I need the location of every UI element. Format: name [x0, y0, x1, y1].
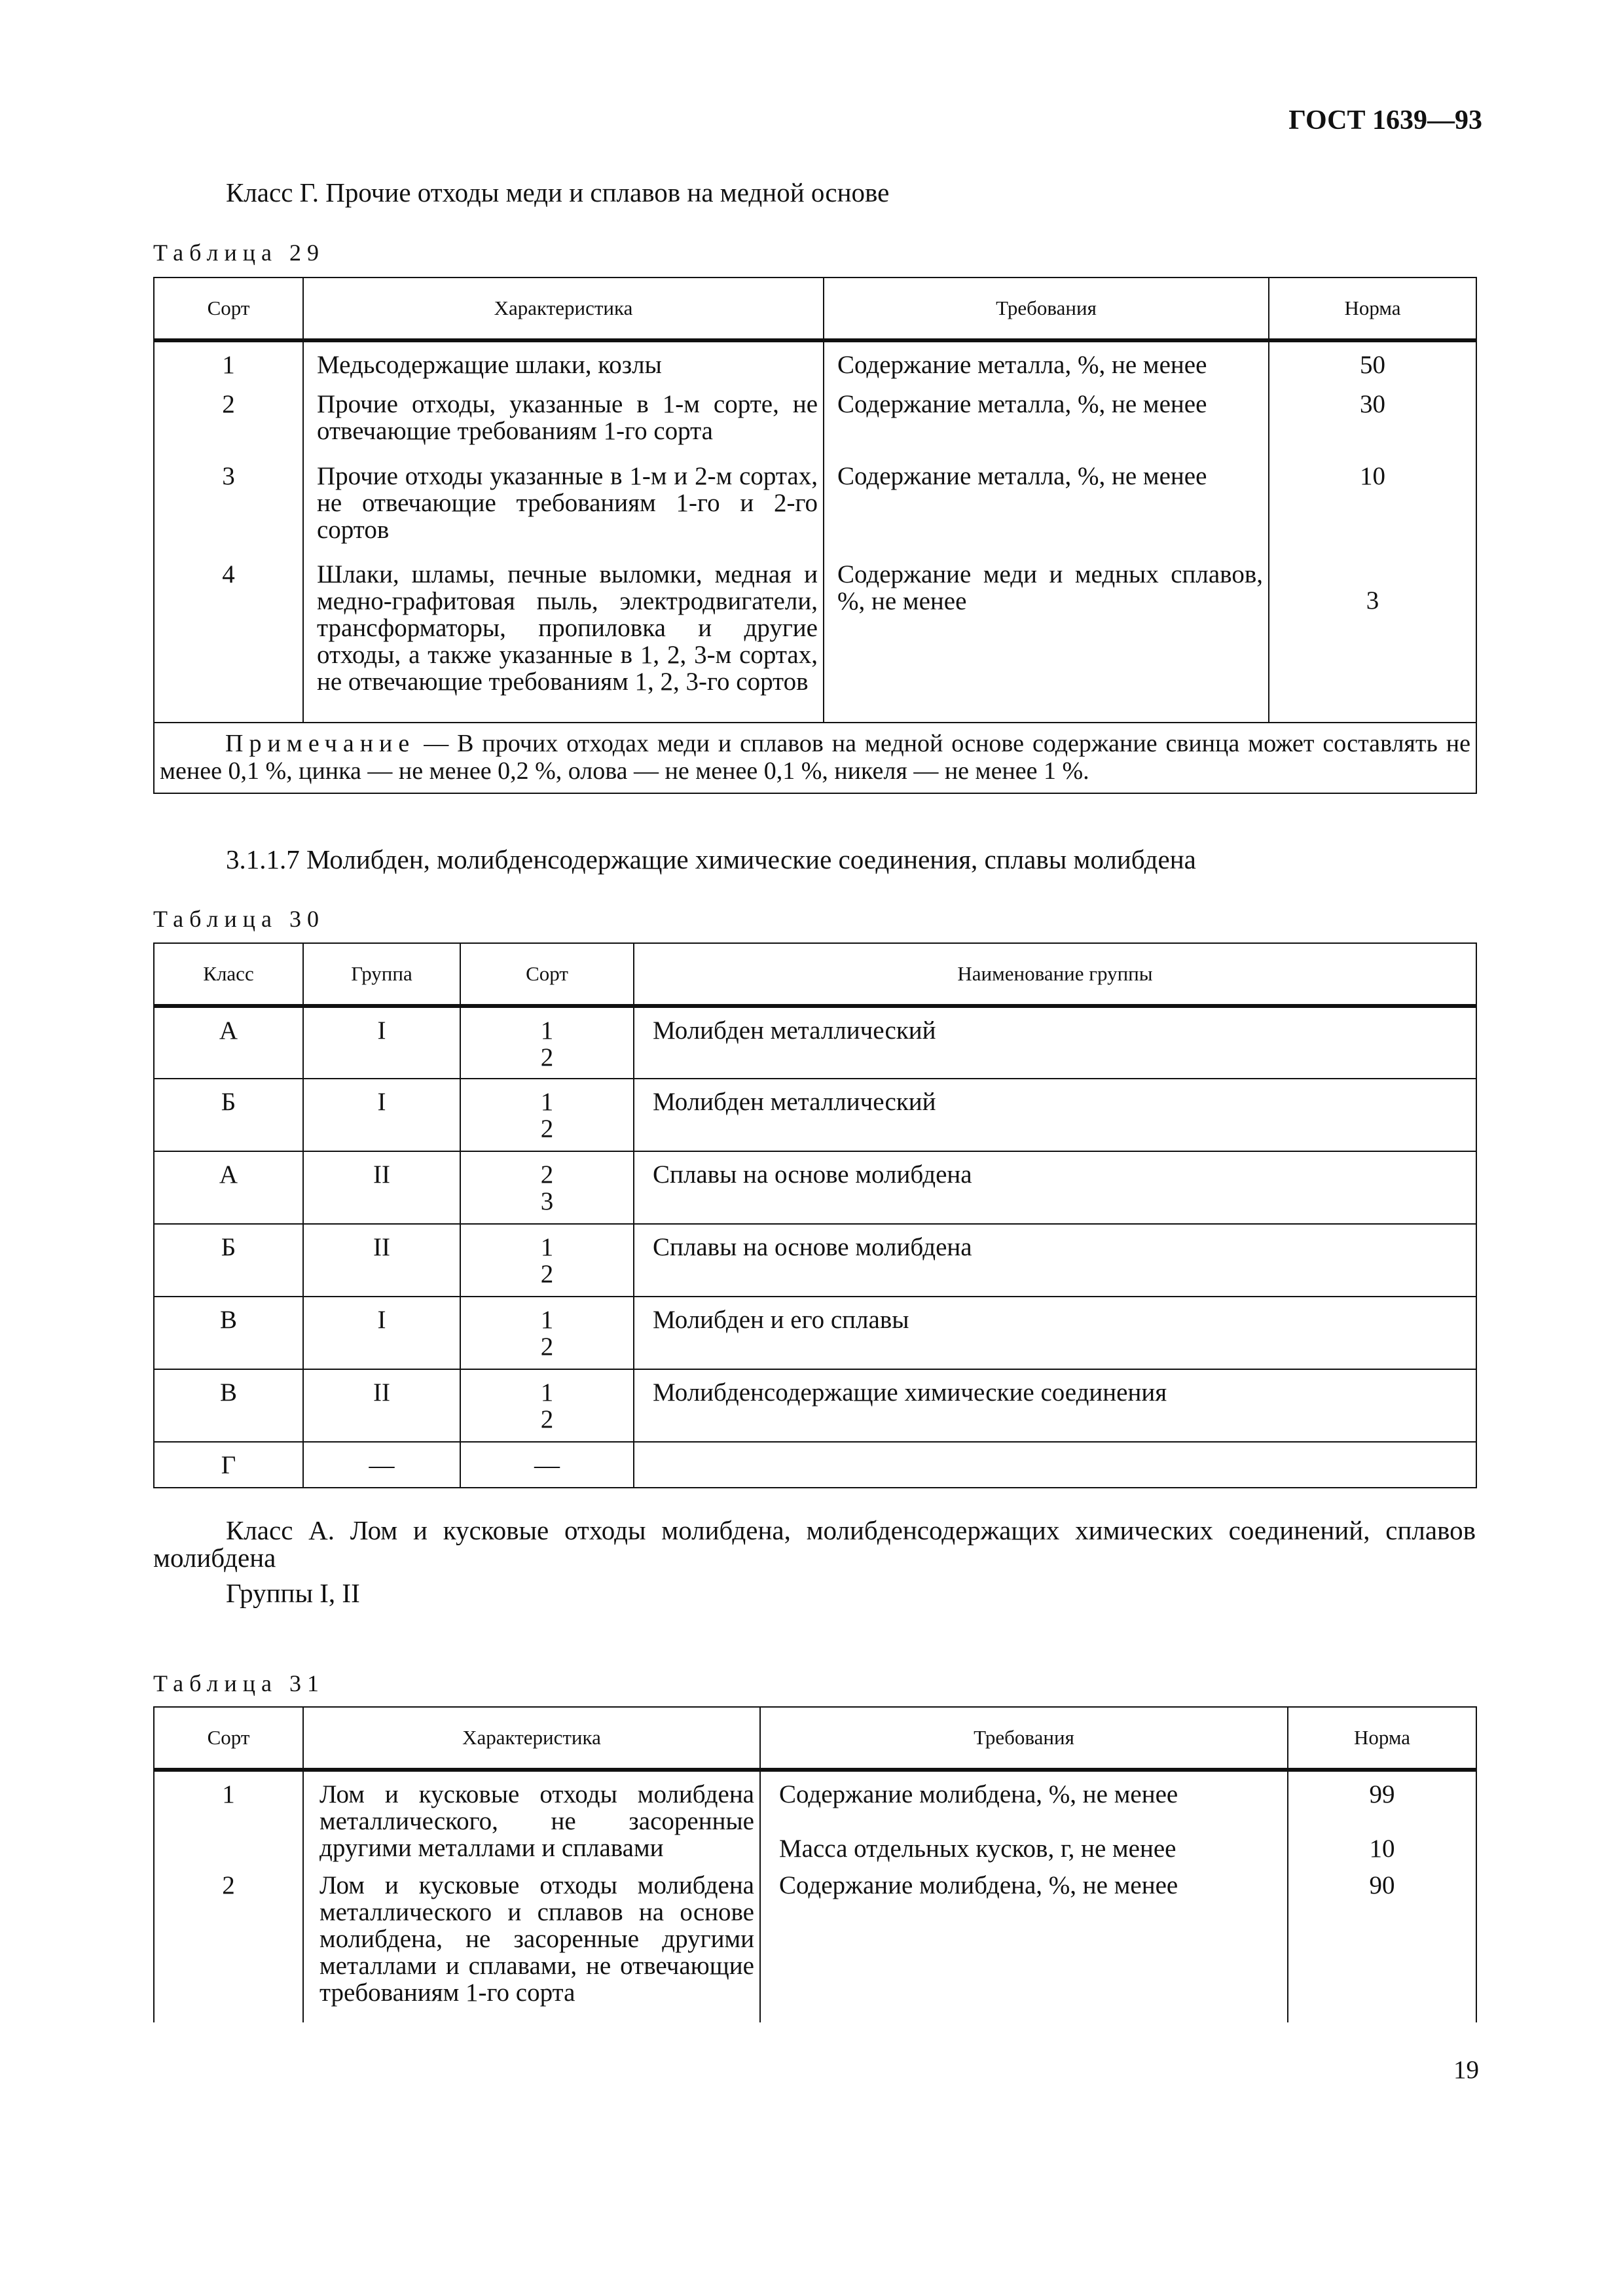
table-row [154, 384, 1476, 456]
table30-sort-cell: — [460, 1442, 634, 1488]
table31-col-requirements: Требования [760, 1707, 1288, 1770]
table-row [154, 1297, 1476, 1369]
table-row [154, 1224, 1476, 1297]
table31-col-characteristic: Характеристика [303, 1707, 760, 1770]
table30-name-cell: Молибден металлический [634, 1079, 1476, 1151]
table29-col-requirements: Требования [824, 278, 1269, 340]
note-label: Примечание [225, 730, 416, 757]
table-row [154, 340, 1476, 384]
table30-name-cell: Молибден металлический [634, 1006, 1476, 1079]
table-row [154, 1369, 1476, 1442]
sort-value: 2 [540, 1405, 554, 1433]
document-id: ГОСТ 1639—93 [1288, 105, 1482, 135]
table30-col-sort: Сорт [460, 943, 634, 1006]
table29-requirements-cell: Содержание металла, %, не менее [824, 456, 1269, 556]
table30-col-group-name: Наименование группы [634, 943, 1476, 1006]
table30-class-cell: В [154, 1369, 303, 1442]
table29-requirements-cell: Содержание металла, %, не менее [824, 340, 1269, 384]
table30-sort-cell [460, 1006, 634, 1079]
table29 [153, 277, 1477, 794]
table29-norm-cell: 50 [1269, 340, 1476, 384]
table30-col-group: Группа [303, 943, 460, 1006]
table29-norm-cell: 3 [1269, 556, 1476, 723]
groups-heading: Группы I, II [226, 1578, 360, 1608]
table30-sort-cell [460, 1224, 634, 1297]
table29-requirements-cell: Содержание меди и медных сплавов, %, не менее [824, 556, 1269, 723]
table29-characteristic-cell: Медьсодержащие шлаки, козлы [303, 340, 824, 384]
table30-class-cell: В [154, 1297, 303, 1369]
sort-value: 2 [540, 1333, 554, 1361]
table31-sort-cell: 1 [154, 1770, 303, 1869]
table29-sort-cell: 4 [154, 556, 303, 723]
table29-note [154, 723, 1476, 793]
table29-header-row [154, 278, 1476, 340]
table30-group-cell: II [303, 1369, 460, 1442]
table31-requirements-cell [760, 1770, 1288, 1869]
table30-header-row [154, 943, 1476, 1006]
table31 [153, 1706, 1477, 2022]
table29-caption: Таблица 29 [153, 240, 325, 266]
table29-characteristic-cell: Прочие отходы указанные в 1-м и 2-м сортах, не отвечающие требованиям 1-го и 2-го сортов [303, 456, 824, 556]
table30-name-cell: Молибден и его сплавы [634, 1297, 1476, 1369]
sort-value: 2 [540, 1043, 554, 1071]
table31-caption: Таблица 31 [153, 1670, 325, 1696]
table30-group-cell: — [303, 1442, 460, 1488]
table-row [154, 1442, 1476, 1488]
table30-name-cell: Сплавы на основе молибдена [634, 1151, 1476, 1224]
sort-value: 1 [540, 1306, 554, 1334]
class-g-heading: Класс Г. Прочие отходы меди и сплавов на медной основе [226, 177, 890, 207]
requirement-text: Масса отдельных кусков, г, не менее [779, 1835, 1176, 1863]
page-number: 19 [1453, 2056, 1479, 2084]
table30-sort-cell [460, 1297, 634, 1369]
sort-value: 1 [540, 1233, 554, 1261]
sort-value: 1 [540, 1016, 554, 1045]
table-row [154, 1079, 1476, 1151]
sort-value: 3 [540, 1187, 554, 1215]
table29-note-row [154, 723, 1476, 793]
table-row [154, 456, 1476, 556]
table-row [154, 1151, 1476, 1224]
norm-value: 10 [1369, 1835, 1395, 1863]
table30-class-cell: А [154, 1006, 303, 1079]
table29-col-norm: Норма [1269, 278, 1476, 340]
norm-value: 99 [1369, 1780, 1395, 1808]
table29-sort-cell: 3 [154, 456, 303, 556]
table30-class-cell: Б [154, 1224, 303, 1297]
table30-class-cell: Г [154, 1442, 303, 1488]
table30 [153, 942, 1477, 1488]
table29-requirements-cell: Содержание металла, %, не менее [824, 384, 1269, 456]
section-3117-heading: 3.1.1.7 Молибден, молибденсодержащие химические соединения, сплавы молибдена [226, 844, 1196, 874]
table31-characteristic-cell: Лом и кусковые отходы молибдена металлического, не засоренные другими металлами и сплавами [303, 1770, 760, 1869]
table30-sort-cell [460, 1369, 634, 1442]
table31-requirements-cell: Содержание молибдена, %, не менее [760, 1869, 1288, 2022]
table30-group-cell: II [303, 1151, 460, 1224]
sort-value: 1 [540, 1088, 554, 1116]
note-text: — В прочих отходах меди и сплавов на медной основе содержание свинца может составлять не менее 0,1 %, цинка — не менее 0,2 %, олова — не менее 0,1 %, никеля — не менее 1 %. [160, 730, 1470, 785]
table31-col-norm: Норма [1288, 1707, 1476, 1770]
table30-group-cell: II [303, 1224, 460, 1297]
class-a-heading: Класс А. Лом и кусковые отходы молибдена, молибденсодержащих химических соединений, сплавов молибдена [153, 1515, 1476, 1573]
table31-norm-cell [1288, 1770, 1476, 1869]
table30-name-cell [634, 1442, 1476, 1488]
table30-group-cell: I [303, 1006, 460, 1079]
table31-characteristic-cell: Лом и кусковые отходы молибдена металлического и сплавов на основе молибдена, не засоренные другими металлами и сплавами, не отвечающие требованиям 1-го сорта [303, 1869, 760, 2022]
table30-col-class: Класс [154, 943, 303, 1006]
table-row [154, 1869, 1476, 2022]
sort-value: 2 [540, 1115, 554, 1143]
table30-caption: Таблица 30 [153, 906, 325, 932]
table31-header-row [154, 1707, 1476, 1770]
table-row [154, 1006, 1476, 1079]
sort-value: 2 [540, 1260, 554, 1288]
table29-norm-cell: 30 [1269, 384, 1476, 456]
table29-characteristic-cell: Шлаки, шламы, печные выломки, медная и медно-графитовая пыль, электродвигатели, трансформаторы, пропиловка и другие отходы, а также указанные в 1, 2, 3-м сортах, не отвечающие требованиям 1, 2, 3-го сортов [303, 556, 824, 723]
table30-name-cell: Молибденсодержащие химические соединения [634, 1369, 1476, 1442]
table30-group-cell: I [303, 1297, 460, 1369]
table29-characteristic-cell: Прочие отходы, указанные в 1-м сорте, не отвечающие требованиям 1-го сорта [303, 384, 824, 456]
table31-sort-cell: 2 [154, 1869, 303, 2022]
table30-sort-cell [460, 1079, 634, 1151]
table29-col-characteristic: Характеристика [303, 278, 824, 340]
sort-value: 1 [540, 1378, 554, 1407]
table31-norm-cell: 90 [1288, 1869, 1476, 2022]
table30-class-cell: Б [154, 1079, 303, 1151]
table29-sort-cell: 1 [154, 340, 303, 384]
sort-value: 2 [540, 1160, 554, 1189]
requirement-text: Содержание молибдена, %, не менее [779, 1780, 1178, 1808]
table30-group-cell: I [303, 1079, 460, 1151]
table-row [154, 556, 1476, 723]
table29-norm-cell: 10 [1269, 456, 1476, 556]
table29-sort-cell: 2 [154, 384, 303, 456]
table-row [154, 1770, 1476, 1869]
table30-name-cell: Сплавы на основе молибдена [634, 1224, 1476, 1297]
table30-sort-cell [460, 1151, 634, 1224]
table30-class-cell: А [154, 1151, 303, 1224]
table29-col-sort: Сорт [154, 278, 303, 340]
table31-col-sort: Сорт [154, 1707, 303, 1770]
